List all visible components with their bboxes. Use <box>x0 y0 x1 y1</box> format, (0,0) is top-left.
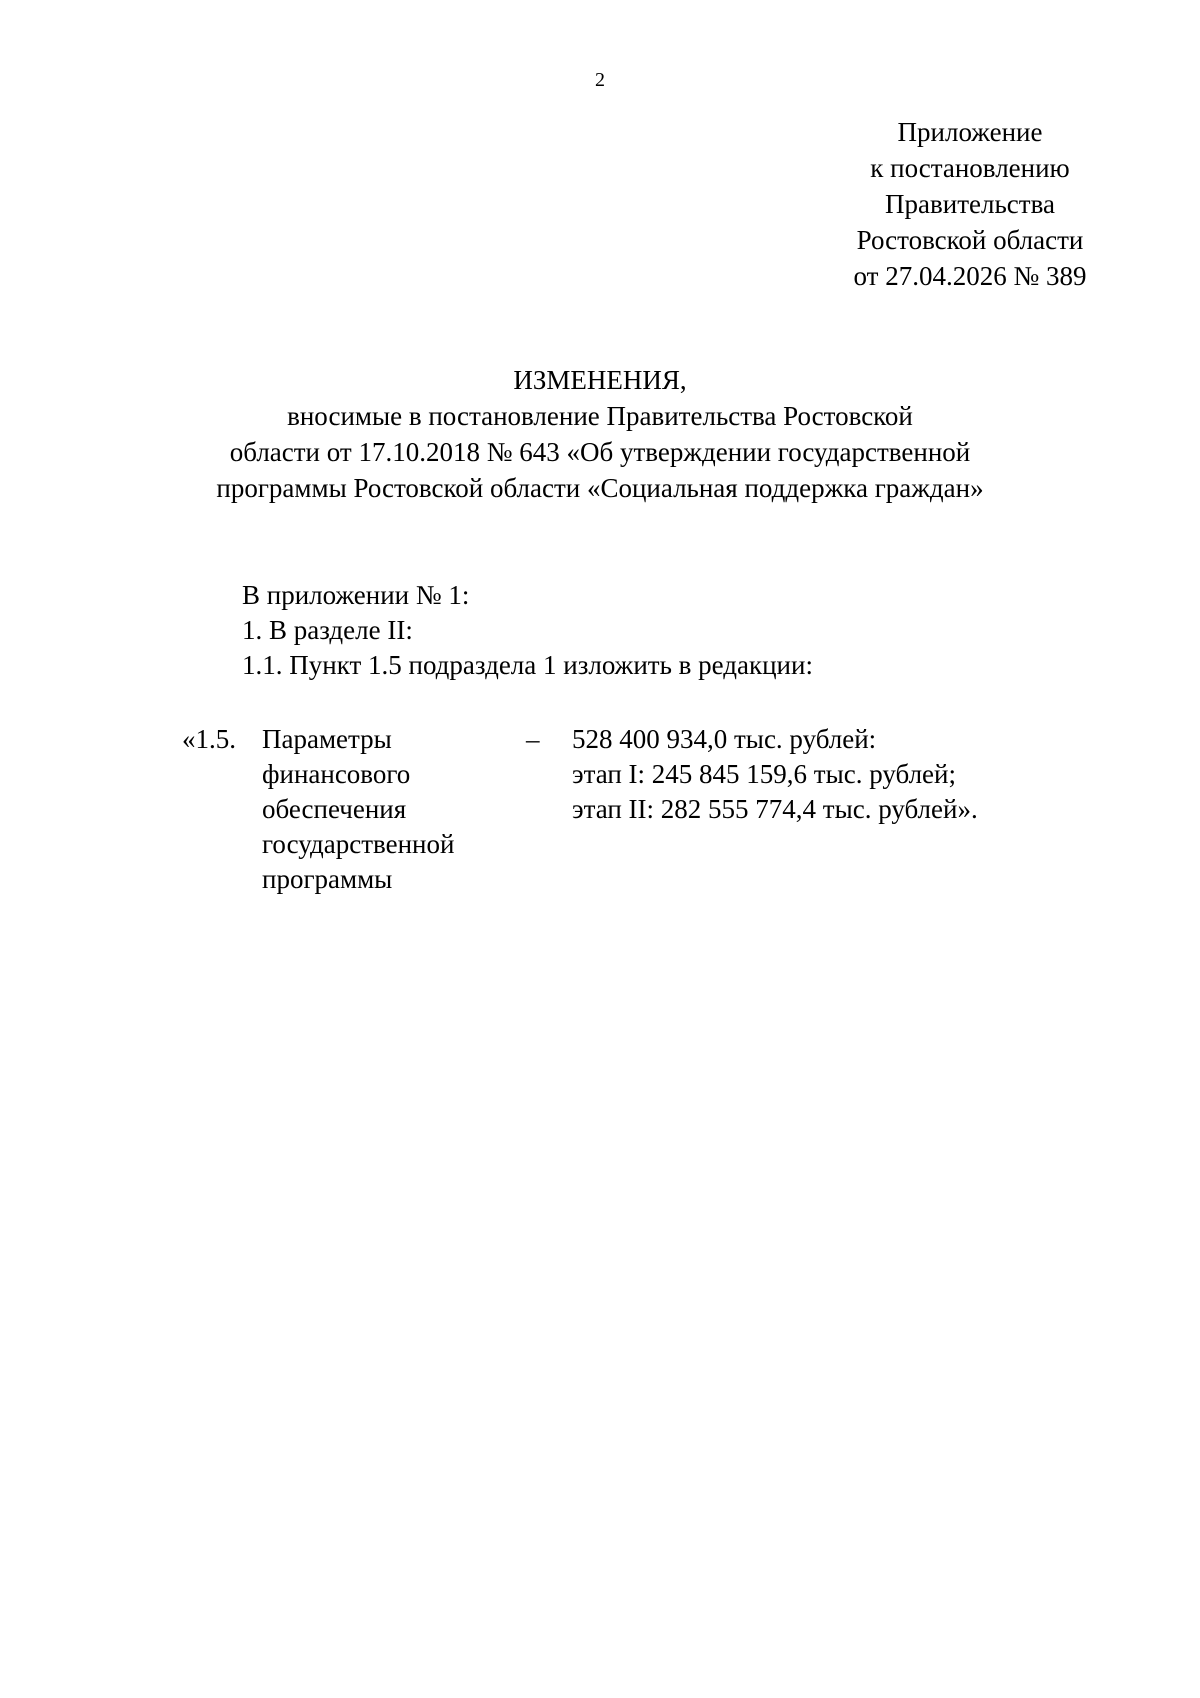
page-number: 2 <box>595 69 605 91</box>
title-line: программы Ростовской области «Социальная поддержка граждан» <box>216 473 984 503</box>
parameter-name-line: финансового <box>262 759 411 789</box>
title-line: вносимые в постановление Правительства Ростовской <box>287 401 913 431</box>
parameter-number: «1.5. <box>182 724 236 754</box>
title-heading: ИЗМЕНЕНИЯ, <box>513 365 687 395</box>
approval-block <box>820 114 1120 294</box>
parameter-value-line: этап II: 282 555 774,4 тыс. рублей». <box>572 794 978 824</box>
approval-line: Ростовской области <box>856 225 1084 255</box>
parameter-value-line: 528 400 934,0 тыс. рублей: <box>572 724 877 754</box>
approval-line: Приложение <box>897 117 1043 147</box>
parameter-name-line: Параметры <box>262 724 392 754</box>
instruction-line: 1. В разделе II: <box>242 615 413 645</box>
parameter-dash: – <box>526 724 540 754</box>
instruction-line: 1.1. Пункт 1.5 подраздела 1 изложить в редакции: <box>242 650 813 680</box>
parameter-name-line: государственной <box>262 829 455 859</box>
parameter-value-line: этап I: 245 845 159,6 тыс. рублей; <box>572 759 956 789</box>
document-title <box>0 362 1200 506</box>
parameter-name <box>262 722 454 897</box>
approval-line: Правительства <box>885 189 1055 219</box>
parameter-name-line: обеспечения <box>262 794 407 824</box>
instruction-line: В приложении № 1: <box>242 580 470 610</box>
parameter-name-line: программы <box>262 864 393 894</box>
approval-line: к постановлению <box>870 153 1070 183</box>
approval-line: от 27.04.2026 № 389 <box>853 261 1087 291</box>
parameter-values <box>572 722 978 827</box>
title-line: области от 17.10.2018 № 643 «Об утверждении государственной <box>229 437 971 467</box>
instructions-block <box>242 578 813 683</box>
